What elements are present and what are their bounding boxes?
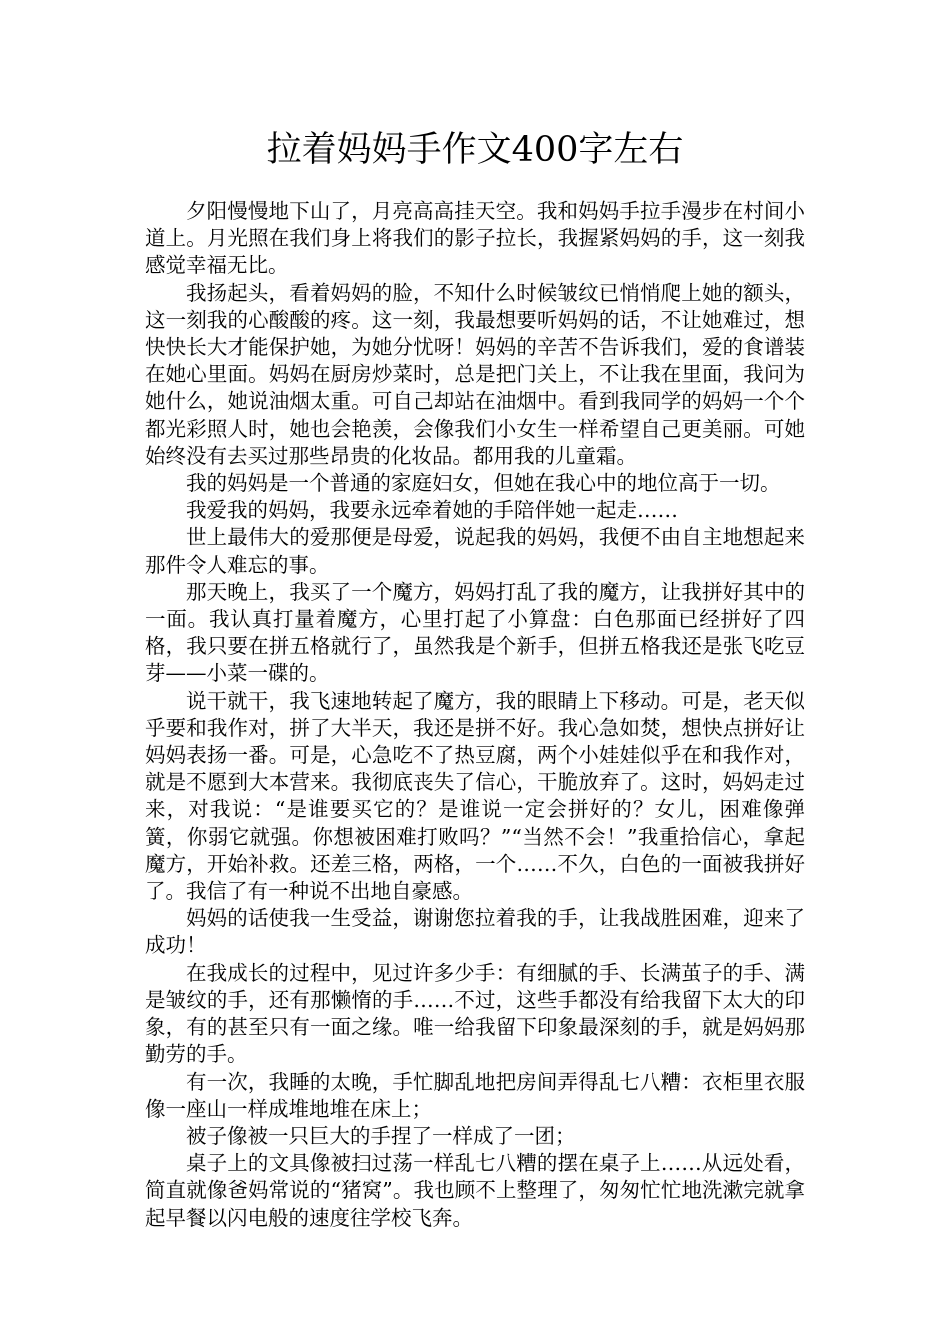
paragraph: 世上最伟大的爱那便是母爱，说起我的妈妈，我便不由自主地想起来那件令人难忘的事。 [145,525,805,577]
paragraph: 说干就干，我飞速地转起了魔方，我的眼睛上下移动。可是，老天似乎要和我作对，拼了大半天，我还是拼不好。我心急如焚，想快点拼好让妈妈表扬一番。可是，心急吃不了热豆腐，两个小娃娃似乎在和我作对，就是不愿到大本营来。我彻底丧失了信心，干脆放弃了。这时，妈妈走过来，对我说：“是谁要买它的？是谁说一定会拼好的？女儿，困难像弹簧，你弱它就强。你想被困难打败吗？”“当然不会！”我重拾信心，拿起魔方，开始补救。还差三格，两格，一个……不久，白色的一面被我拼好了。我信了有一种说不出地自豪感。 [145,688,805,904]
paragraph: 妈妈的话使我一生受益，谢谢您拉着我的手，让我战胜困难，迎来了成功！ [145,906,805,958]
paragraph: 桌子上的文具像被扫过荡一样乱七八糟的摆在桌子上……从远处看，简直就像爸妈常说的“猪窝”。我也顾不上整理了，匆匆忙忙地洗漱完就拿起早餐以闪电般的速度往学校飞奔。 [145,1151,805,1230]
page-title: 拉着妈妈手作文400字左右 [266,130,684,170]
paragraph: 我爱我的妈妈，我要永远牵着她的手陪伴她一起走…… [186,498,678,523]
paragraph: 有一次，我睡的太晚，手忙脚乱地把房间弄得乱七八糟：衣柜里衣服像一座山一样成堆地堆在床上； [145,1069,805,1121]
paragraph: 我的妈妈是一个普通的家庭妇女，但她在我心中的地位高于一切。 [186,471,781,496]
paragraph: 夕阳慢慢地下山了，月亮高高挂天空。我和妈妈手拉手漫步在村间小道上。月光照在我们身上将我们的影子拉长，我握紧妈妈的手，这一刻我感觉幸福无比。 [145,199,805,278]
paragraph: 我扬起头，看着妈妈的脸，不知什么时候皱纹已悄悄爬上她的额头，这一刻我的心酸酸的疼。这一刻，我最想要听妈妈的话，不让她难过，想快快长大才能保护她，为她分忧呀！妈妈的辛苦不告诉我们，爱的食谱装在她心里面。妈妈在厨房炒菜时，总是把门关上，不让我在里面，我问为她什么，她说油烟太重。可自己却站在油烟中。看到我同学的妈妈一个个都光彩照人时，她也会艳羡，会像我们小女生一样希望自己更美丽。可她始终没有去买过那些昂贵的化妆品。都用我的儿童霜。 [145,280,805,468]
article-body [145,198,805,1232]
paragraph: 被子像被一只巨大的手捏了一样成了一团； [186,1123,576,1148]
paragraph: 那天晚上，我买了一个魔方，妈妈打乱了我的魔方，让我拼好其中的一面。我认真打量着魔方，心里打起了小算盘：白色那面已经拼好了四格，我只要在拼五格就行了，虽然我是个新手，但拼五格我还是张飞吃豆芽——小菜一碟的。 [145,579,805,686]
paragraph: 在我成长的过程中，见过许多少手：有细腻的手、长满茧子的手、满是皱纹的手，还有那懒惰的手……不过，这些手都没有给我留下太大的印象，有的甚至只有一面之缘。唯一给我留下印象最深刻的手，就是妈妈那勤劳的手。 [145,960,805,1067]
